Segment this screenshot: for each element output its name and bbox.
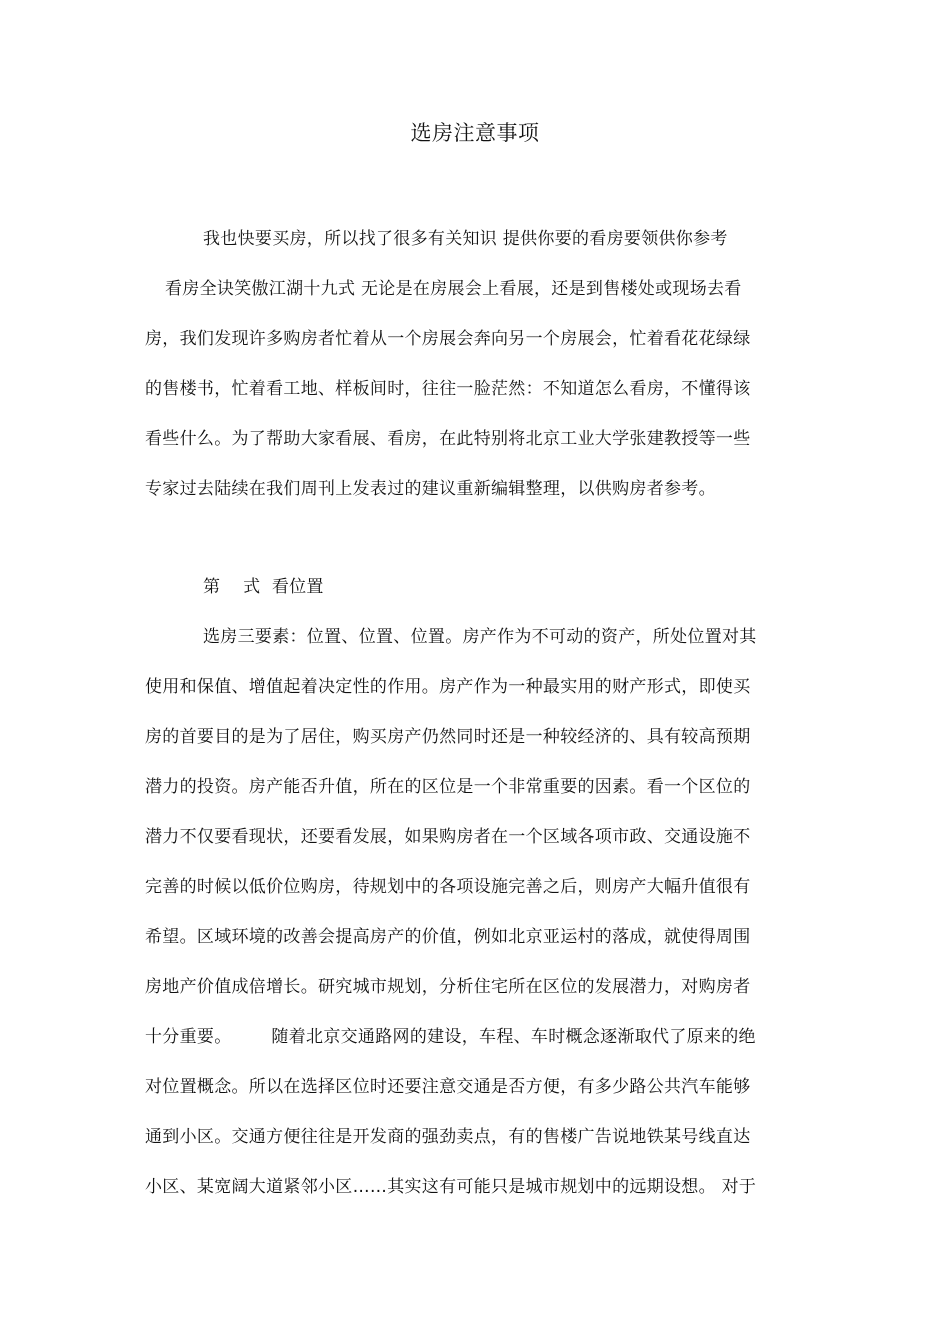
section-line: 十分重要。 随着北京交通路网的建设，车程、车时概念逐渐取代了原来的绝 xyxy=(145,1027,756,1047)
section-line: 希望。区域环境的改善会提高房产的价值，例如北京亚运村的落成，就使得周围 xyxy=(145,927,751,947)
intro-line: 看些什么。为了帮助大家看展、看房，在此特别将北京工业大学张建教授等一些 xyxy=(145,429,751,449)
section-line: 潜力的投资。房产能否升值，所在的区位是一个非常重要的因素。看一个区位的 xyxy=(145,777,751,797)
section-line: 使用和保值、增值起着决定性的作用。房产作为一种最实用的财产形式，即使买 xyxy=(145,677,751,697)
section-line: 房的首要目的是为了居住，购买房产仍然同时还是一种较经济的、具有较高预期 xyxy=(145,727,751,747)
intro-line: 房，我们发现许多购房者忙着从一个房展会奔向另一个房展会，忙着看花花绿绿 xyxy=(145,329,751,349)
intro-line: 的售楼书，忙着看工地、样板间时，往往一脸茫然：不知道怎么看房，不懂得该 xyxy=(145,379,751,399)
section-line: 通到小区。交通方便往往是开发商的强劲卖点，有的售楼广告说地铁某号线直达 xyxy=(145,1127,751,1147)
document-title: 选房注意事项 xyxy=(410,121,540,145)
section-line: 对位置概念。所以在选择区位时还要注意交通是否方便，有多少路公共汽车能够 xyxy=(145,1077,751,1097)
intro-line: 专家过去陆续在我们周刊上发表过的建议重新编辑整理，以供购房者参考。 xyxy=(145,479,716,499)
section-line: 完善的时候以低价位购房，待规划中的各项设施完善之后，则房产大幅升值很有 xyxy=(145,877,751,897)
section-heading: 第 式 看位置 xyxy=(203,577,324,597)
intro-line: 看房全诀笑傲江湖十九式 无论是在房展会上看展，还是到售楼处或现场去看 xyxy=(165,279,742,299)
intro-line: 我也快要买房，所以找了很多有关知识 提供你要的看房要领供你参考 xyxy=(203,229,728,249)
section-line: 小区、某宽阔大道紧邻小区……其实这有可能只是城市规划中的远期设想。 对于 xyxy=(145,1177,757,1197)
section-line: 房地产价值成倍增长。研究城市规划，分析住宅所在区位的发展潜力，对购房者 xyxy=(145,977,751,997)
section-line: 潜力不仅要看现状，还要看发展，如果购房者在一个区域各项市政、交通设施不 xyxy=(145,827,751,847)
section-line: 选房三要素：位置、位置、位置。房产作为不可动的资产，所处位置对其 xyxy=(203,627,757,647)
